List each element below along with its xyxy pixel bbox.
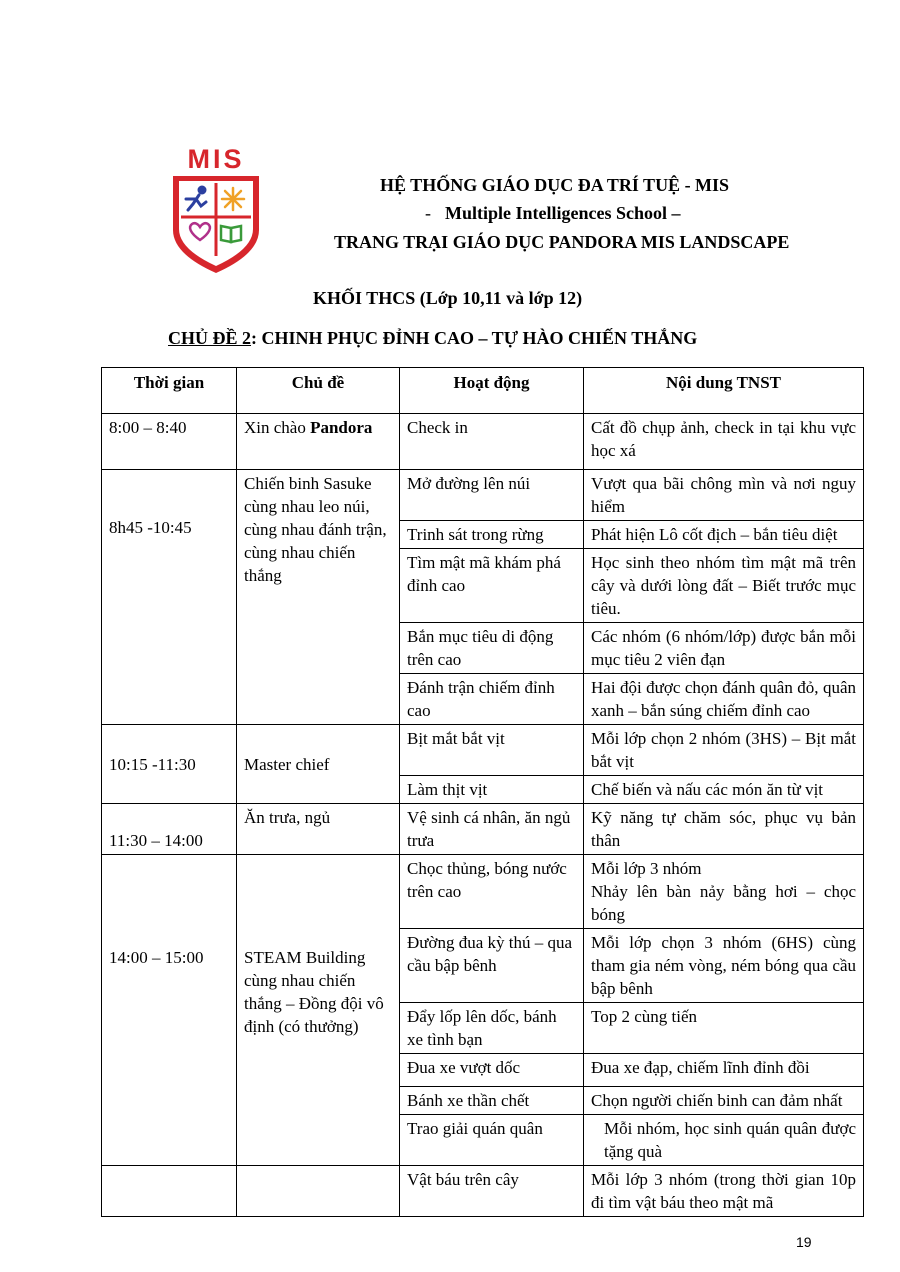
topic-cell (237, 414, 400, 470)
table-row (102, 1166, 864, 1217)
page-number: 19 (796, 1234, 812, 1250)
header-content: Nội dung TNST (584, 368, 864, 414)
activity-cell: Làm thịt vịt (400, 776, 584, 804)
content-cell: Mỗi nhóm, học sinh quán quân được tặng quà (584, 1115, 864, 1166)
activity-cell: Bịt mắt bắt vịt (400, 725, 584, 776)
content-line: Mỗi lớp 3 nhóm (591, 859, 702, 878)
svg-text:MIS: MIS (187, 144, 245, 174)
activity-cell: Đánh trận chiếm đỉnh cao (400, 674, 584, 725)
activity-cell: Check in (400, 414, 584, 470)
content-cell: Mỗi lớp chọn 2 nhóm (3HS) – Bịt mắt bắt vịt (584, 725, 864, 776)
topic-label: CHỦ ĐỀ 2 (168, 328, 252, 348)
content-cell: Mỗi lớp chọn 3 nhóm (6HS) cùng tham gia ném vòng, ném bóng qua cầu bập bênh (584, 929, 864, 1003)
topic-cell: Chiến binh Sasuke cùng nhau leo núi, cùng nhau đánh trận, cùng nhau chiến thắng (237, 470, 400, 725)
table-row (102, 414, 864, 470)
table-row (102, 855, 864, 929)
content-cell: Hai đội được chọn đánh quân đỏ, quân xanh – bắn súng chiếm đỉnh cao (584, 674, 864, 725)
activity-cell: Bắn mục tiêu di động trên cao (400, 623, 584, 674)
header-time: Thời gian (102, 368, 237, 414)
time-cell (102, 1166, 237, 1217)
content-cell: Học sinh theo nhóm tìm mật mã trên cây và dưới lòng đất – Biết trước mục tiêu. (584, 549, 864, 623)
content-cell: Các nhóm (6 nhóm/lớp) được bắn mỗi mục tiêu 2 viên đạn (584, 623, 864, 674)
content-cell (584, 855, 864, 929)
content-cell: Chọn người chiến binh can đảm nhất (584, 1087, 864, 1115)
time-cell: 11:30 – 14:00 (102, 804, 237, 855)
activity-cell: Vệ sinh cá nhân, ăn ngủ trưa (400, 804, 584, 855)
content-cell: Mỗi lớp 3 nhóm (trong thời gian 10p đi tìm vật báu theo mật mã (584, 1166, 864, 1217)
activity-cell: Đua xe vượt dốc (400, 1054, 584, 1087)
activity-cell: Trinh sát trong rừng (400, 521, 584, 549)
time-cell: 14:00 – 15:00 (102, 855, 237, 1166)
header-topic: Chủ đề (237, 368, 400, 414)
header-line-3: TRANG TRẠI GIÁO DỤC PANDORA MIS LANDSCAPE (334, 232, 790, 252)
content-cell: Vượt qua bãi chông mìn và nơi nguy hiểm (584, 470, 864, 521)
table-row (102, 804, 864, 855)
topic-text-bold: Pandora (310, 418, 373, 437)
topic-cell: Master chief (237, 725, 400, 804)
time-cell: 8:00 – 8:40 (102, 414, 237, 470)
grade-heading: KHỐI THCS (Lớp 10,11 và lớp 12) (313, 288, 583, 308)
content-cell: Đua xe đạp, chiếm lĩnh đỉnh đồi (584, 1054, 864, 1087)
school-logo (168, 144, 264, 276)
topic-title: : CHINH PHỤC ĐỈNH CAO – TỰ HÀO CHIẾN THẮNG (251, 328, 698, 348)
content-cell: Chế biến và nấu các món ăn từ vịt (584, 776, 864, 804)
activity-cell: Mở đường lên núi (400, 470, 584, 521)
header-dash: - (425, 203, 431, 223)
content-cell: Top 2 cùng tiến (584, 1003, 864, 1054)
activity-cell: Trao giải quán quân (400, 1115, 584, 1166)
activity-cell: Tìm mật mã khám phá đỉnh cao (400, 549, 584, 623)
topic-heading (168, 328, 697, 349)
content-cell: Kỹ năng tự chăm sóc, phục vụ bản thân (584, 804, 864, 855)
content-cell: Phát hiện Lô cốt địch – bắn tiêu diệt (584, 521, 864, 549)
topic-text: Xin chào (244, 418, 311, 437)
activity-cell: Đẩy lốp lên dốc, bánh xe tình bạn (400, 1003, 584, 1054)
activity-cell: Vật báu trên cây (400, 1166, 584, 1217)
table-header-row (102, 368, 864, 414)
table-row (102, 725, 864, 776)
table-row (102, 470, 864, 521)
header-school-name: Multiple Intelligences School – (445, 203, 681, 223)
topic-cell (237, 1166, 400, 1217)
topic-cell: STEAM Building cùng nhau chiến thắng – Đồng đội vô định (có thưởng) (237, 855, 400, 1166)
content-cell: Cất đồ chụp ảnh, check in tại khu vực học xá (584, 414, 864, 470)
activity-cell: Bánh xe thần chết (400, 1087, 584, 1115)
time-cell: 8h45 -10:45 (102, 470, 237, 725)
header-line-1: HỆ THỐNG GIÁO DỤC ĐA TRÍ TUỆ - MIS (380, 175, 730, 195)
topic-cell: Ăn trưa, ngủ (237, 804, 400, 855)
schedule-table (101, 367, 864, 1217)
header-line-2 (425, 203, 681, 224)
activity-cell: Đường đua kỳ thú – qua cầu bập bênh (400, 929, 584, 1003)
content-line: Nhảy lên bàn nảy bằng hơi – chọc bóng (591, 882, 856, 924)
time-cell: 10:15 -11:30 (102, 725, 237, 804)
activity-cell: Chọc thủng, bóng nước trên cao (400, 855, 584, 929)
header-activity: Hoạt động (400, 368, 584, 414)
